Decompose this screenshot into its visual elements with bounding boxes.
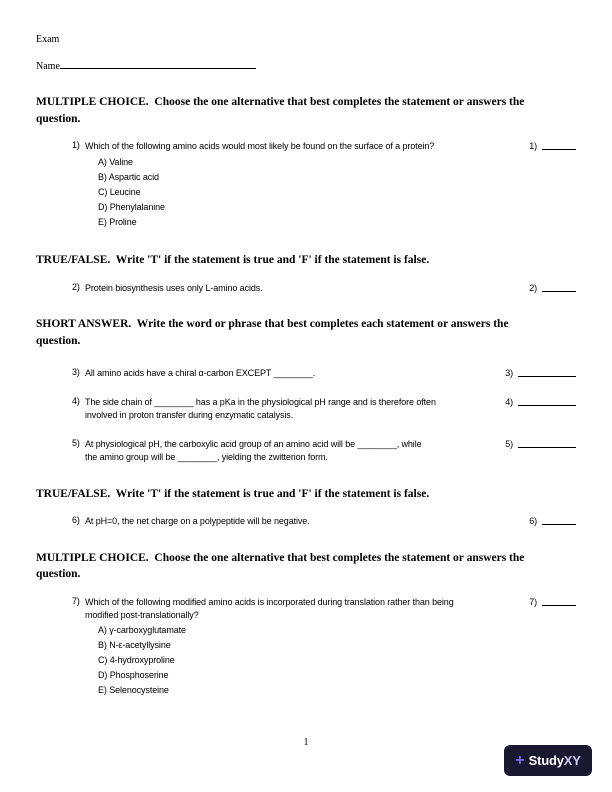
question-4-body	[85, 396, 470, 421]
section-heading-true-false: TRUE/FALSE. Write 'T' if the statement is true and 'F' if the statement is false.	[36, 253, 430, 266]
choice-1d: D) Phenylalanine	[98, 201, 165, 212]
question-2-answer-number: 2)	[529, 282, 537, 293]
question-3-body	[85, 367, 470, 380]
plus-icon: +	[515, 751, 525, 769]
question-7-choices	[98, 623, 470, 698]
choice-7a: A) γ-carboxyglutamate	[98, 625, 186, 636]
question-row-4	[36, 396, 576, 421]
question-2-answer-area	[484, 282, 576, 293]
question-6-main	[72, 515, 484, 528]
question-6-text: At pH=0, the net charge on a polypeptide will be negative.	[85, 516, 310, 527]
question-2-main	[72, 282, 484, 295]
question-3-answer-area	[484, 367, 576, 378]
question-1-main	[72, 140, 484, 230]
question-row-2	[36, 282, 576, 295]
question-7-body	[85, 596, 470, 698]
question-7-answer-area	[484, 596, 576, 607]
question-6-number: 6)	[72, 515, 80, 526]
question-6-body	[85, 515, 470, 528]
question-row-7	[36, 596, 576, 698]
question-5-body	[85, 438, 470, 463]
section-heading-true-false-2: TRUE/FALSE. Write 'T' if the statement is true and 'F' if the statement is false.	[36, 487, 430, 500]
name-label: Name	[36, 61, 60, 72]
question-3-main	[72, 367, 484, 380]
question-row-5	[36, 438, 576, 463]
choice-7b: B) N-ε-acetyllysine	[98, 640, 171, 651]
question-4-number: 4)	[72, 396, 80, 407]
question-2-answer-blank[interactable]	[542, 283, 576, 292]
page-number: 1	[303, 737, 309, 748]
question-2-body	[85, 282, 470, 295]
question-6-answer-area	[484, 515, 576, 526]
section-heading-multiple-choice-2: MULTIPLE CHOICE. Choose the one alternative that best completes the statement or answers the question.	[36, 551, 525, 581]
question-7-number: 7)	[72, 596, 80, 607]
choice-1e: E) Proline	[98, 216, 137, 227]
question-2-number: 2)	[72, 281, 80, 292]
question-5-main	[72, 438, 484, 463]
question-1-answer-blank[interactable]	[542, 141, 576, 150]
question-4-answer-area	[484, 396, 576, 407]
exam-title: Exam	[36, 34, 60, 45]
section-heading-multiple-choice: MULTIPLE CHOICE. Choose the one alternative that best completes the statement or answers the question.	[36, 96, 525, 125]
question-4-answer-blank[interactable]	[518, 397, 576, 406]
choice-1a: A) Valine	[98, 156, 133, 167]
question-5-answer-blank[interactable]	[518, 439, 576, 448]
question-3-answer-blank[interactable]	[518, 368, 576, 377]
choice-7d: D) Phosphoserine	[98, 670, 169, 681]
question-row-1	[36, 140, 576, 230]
brand-text	[529, 752, 581, 770]
name-blank-line[interactable]	[60, 59, 256, 69]
question-5-text: At physiological pH, the carboxylic acid group of an amino acid will be ________, while the amino group will be ________, yielding the zwitterion form.	[85, 439, 422, 462]
question-2-text: Protein biosynthesis uses only L-amino acids.	[85, 282, 263, 293]
question-6-answer-blank[interactable]	[542, 516, 576, 525]
question-row-3	[36, 367, 576, 380]
question-5-number: 5)	[72, 438, 80, 449]
question-4-text: The side chain of ________ has a pKa in the physiological pH range and is therefore often involved in proton transfer during enzymatic catalysis.	[85, 397, 436, 420]
studyxy-logo[interactable]	[504, 745, 592, 776]
question-row-6	[36, 515, 576, 528]
brand-text-xy: XY	[563, 752, 581, 768]
section-heading-short-answer: SHORT ANSWER. Write the word or phrase that best completes each statement or answers the question.	[36, 318, 509, 347]
question-1-choices	[98, 155, 470, 230]
question-7-answer-number: 7)	[529, 597, 537, 608]
question-5-answer-number: 5)	[505, 439, 513, 450]
choice-7e: E) Selenocysteine	[98, 685, 169, 696]
question-6-answer-number: 6)	[529, 516, 537, 527]
question-3-text: All amino acids have a chiral α-carbon EXCEPT ________.	[85, 367, 316, 378]
choice-1c: C) Leucine	[98, 186, 141, 197]
question-7-main	[72, 596, 484, 698]
question-1-text: Which of the following amino acids would most likely be found on the surface of a protein?	[85, 141, 435, 152]
question-4-main	[72, 396, 484, 421]
brand-text-study: Study	[528, 752, 564, 768]
question-3-answer-number: 3)	[505, 367, 513, 378]
question-1-answer-area	[484, 140, 576, 151]
question-3-number: 3)	[72, 366, 80, 377]
choice-7c: C) 4-hydroxyproline	[98, 655, 175, 666]
question-1-answer-number: 1)	[529, 141, 537, 152]
choice-1b: B) Aspartic acid	[98, 171, 159, 182]
question-4-answer-number: 4)	[505, 397, 513, 408]
name-row	[36, 59, 576, 72]
question-1-body	[85, 140, 470, 230]
question-7-text: Which of the following modified amino acids is incorporated during translation rather than being modified post-translationally?	[85, 597, 454, 620]
question-5-answer-area	[484, 438, 576, 449]
question-1-number: 1)	[72, 140, 80, 151]
question-7-answer-blank[interactable]	[542, 597, 576, 606]
